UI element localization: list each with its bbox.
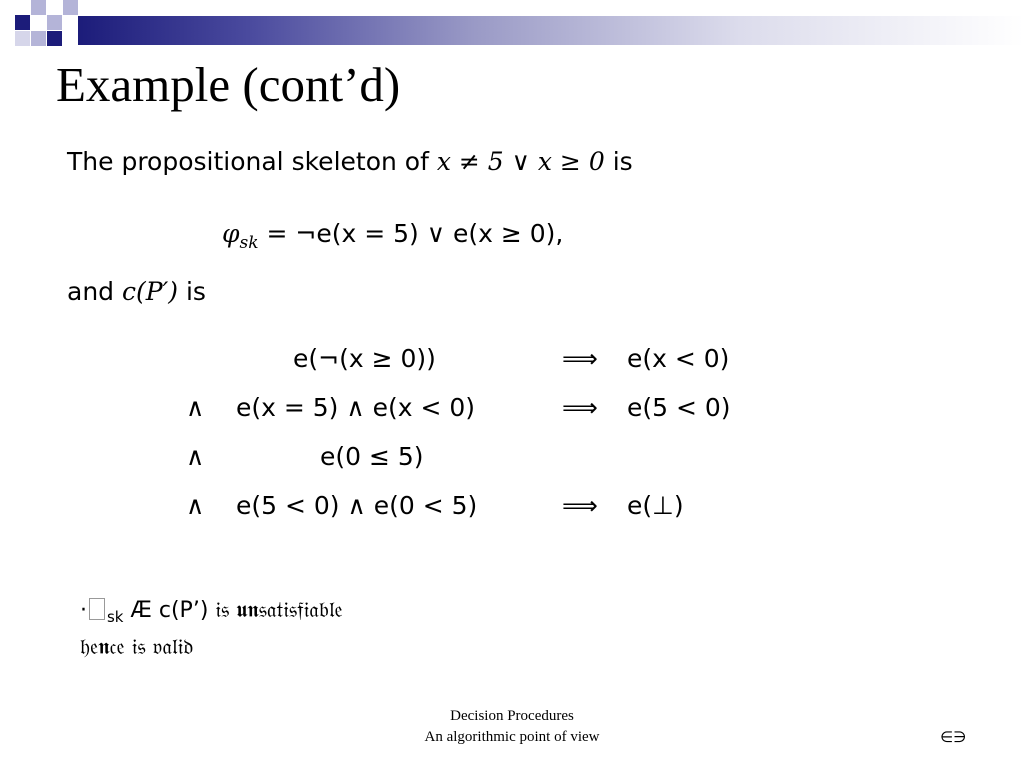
constraint-op: ∧ (186, 393, 205, 422)
header-gradient-bar (78, 16, 1024, 45)
constraint-lhs: e(0 ≤ 5) (320, 442, 424, 471)
constraint-lhs: e(¬(x ≥ 0)) (293, 344, 436, 373)
constraint-arrow: ⟹ (562, 393, 598, 422)
intro-prefix: The propositional skeleton of (67, 147, 429, 176)
header-square (15, 15, 30, 30)
bullet-text: Æ c(P’) 𝔦𝔰 𝖚𝖓𝔰𝔞𝔱𝔦𝔰𝔣𝔦𝔞𝔟𝔩𝔢 (130, 598, 343, 623)
constraint-op: ∧ (186, 442, 205, 471)
missing-glyph-box (89, 598, 105, 620)
constraint-op: ∧ (186, 491, 205, 520)
footer-line-2: An algorithmic point of view (424, 729, 600, 745)
bullet-item (80, 597, 343, 631)
constraint-rhs: e(x < 0) (627, 344, 730, 373)
constraint-arrow: ⟹ (562, 344, 598, 373)
header-square (15, 31, 30, 46)
header-square (31, 0, 46, 15)
footer-line-1: Decision Procedures (450, 708, 574, 724)
constraint-arrow: ⟹ (562, 491, 598, 520)
intro-formula: x ≠ 5 ∨ x ≥ 0 (436, 147, 605, 176)
constraint-lhs: e(5 < 0) ∧ e(0 < 5) (236, 491, 478, 520)
intro-line (67, 146, 633, 178)
constraint-rhs: e(⊥) (627, 491, 684, 520)
header-square (63, 0, 78, 15)
and-formula: c(P′) (122, 277, 179, 306)
header-square (47, 15, 62, 30)
slide-title: Example (cont’d) (56, 57, 401, 112)
and-line (67, 276, 206, 308)
page-number: ∈∋ (940, 728, 967, 746)
constraint-lhs: e(x = 5) ∧ e(x < 0) (236, 393, 476, 422)
bullet-subscript: sk (107, 608, 124, 627)
header-square (31, 31, 46, 46)
bullet-text: 𝔥𝔢𝖓𝔠𝔢 𝔦𝔰 𝔳𝔞𝔩𝔦𝔡 (80, 635, 194, 660)
phi-sk-formula (222, 218, 563, 259)
and-suffix: is (185, 277, 206, 306)
header-square (47, 31, 62, 46)
intro-suffix: is (612, 147, 633, 176)
bullet-mark: · (80, 598, 87, 623)
phi-expression: = ¬e(x = 5) ∨ e(x ≥ 0), (266, 219, 564, 248)
phi-subscript: sk (239, 232, 259, 253)
bullet-item (80, 634, 193, 662)
and-prefix: and (67, 277, 115, 306)
phi-symbol: φ (222, 219, 240, 248)
constraint-rhs: e(5 < 0) (627, 393, 731, 422)
